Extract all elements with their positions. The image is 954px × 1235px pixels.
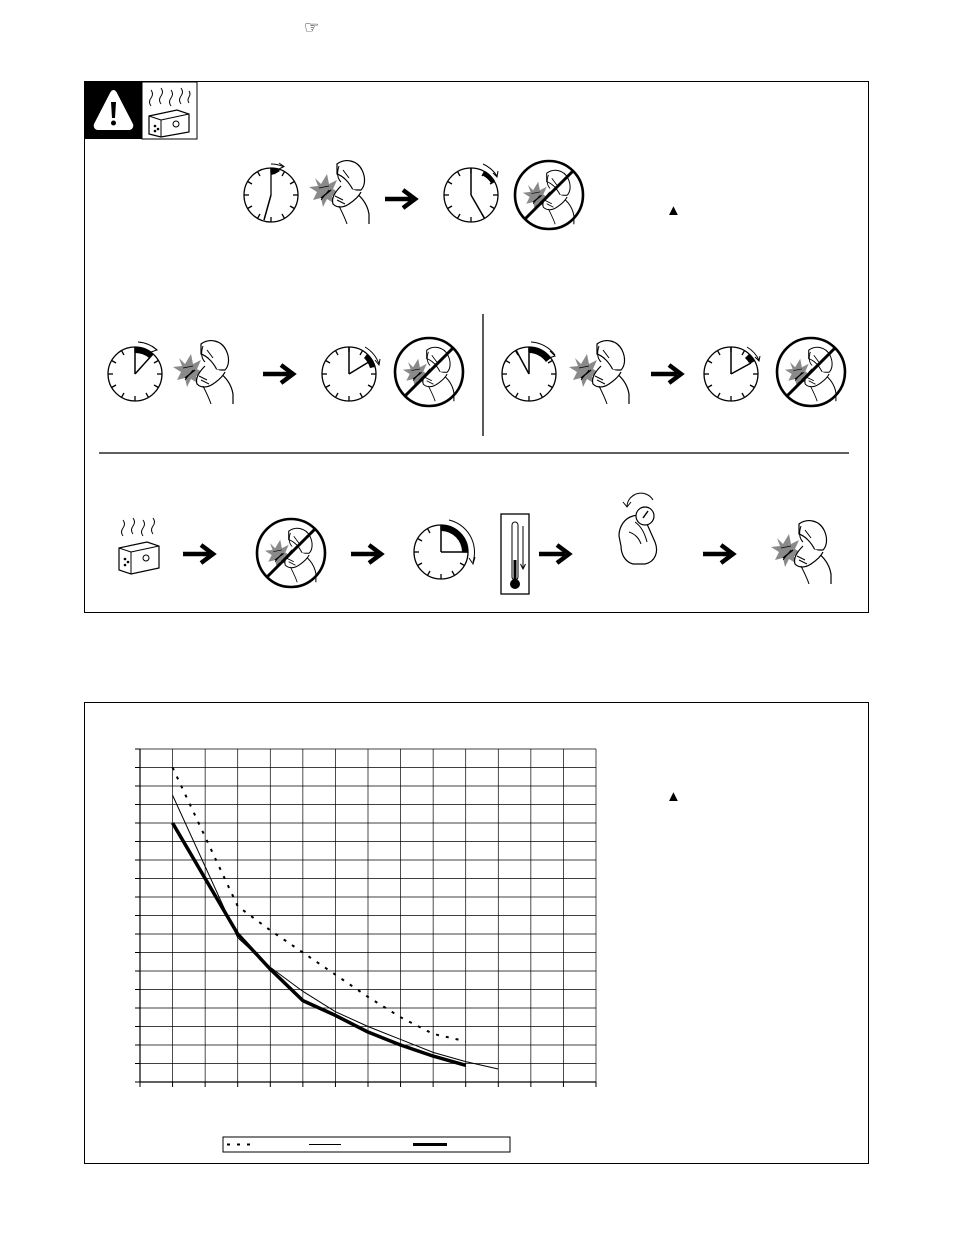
welder-icon [771,521,831,584]
arrow-icon [651,365,681,383]
duty-cycle-panel [84,81,869,613]
clock-icon [244,163,298,222]
duty-cycle-row-2-left [108,338,463,406]
overheating-unit-icon [119,518,159,574]
duty-cycle-row-2-right [502,338,845,406]
no-welding-icon [395,338,463,406]
duty-cycle-row-1 [244,161,583,229]
warning-triangle-icon [85,82,142,139]
duty-cycle-chart [85,703,870,1165]
arrow-icon [183,545,213,563]
no-welding-icon [257,519,325,587]
cooling-clock-icon [414,520,475,579]
chart-legend [223,1137,510,1152]
thermometer-icon [501,514,529,594]
welder-icon [569,341,629,404]
arrow-icon [703,545,733,563]
clock-icon [108,342,162,401]
overheat-sequence-row [119,493,831,594]
overheating-unit-icon [142,82,197,139]
hand-on-switch-icon [619,493,657,564]
arrow-icon [263,365,293,383]
clock-icon [444,164,498,222]
no-welding-icon [515,161,583,229]
arrow-icon [539,545,569,563]
welder-icon [173,341,233,404]
clock-icon [322,347,380,401]
arrow-icon [385,190,415,208]
duty-cycle-chart-panel [84,702,869,1164]
note-marker: ▲ [666,788,681,805]
no-welding-icon [777,338,845,406]
note-marker: ▲ [666,202,681,219]
duty-cycle-illustrations [85,82,870,614]
arrow-icon [351,545,381,563]
legend-box [223,1137,510,1152]
chart-axes [135,749,596,1087]
series-line-1 [173,768,466,1042]
pointing-hand-icon: ☞ [304,18,320,37]
clock-icon [704,347,760,401]
clock-icon [502,342,556,401]
welder-icon [309,161,369,224]
